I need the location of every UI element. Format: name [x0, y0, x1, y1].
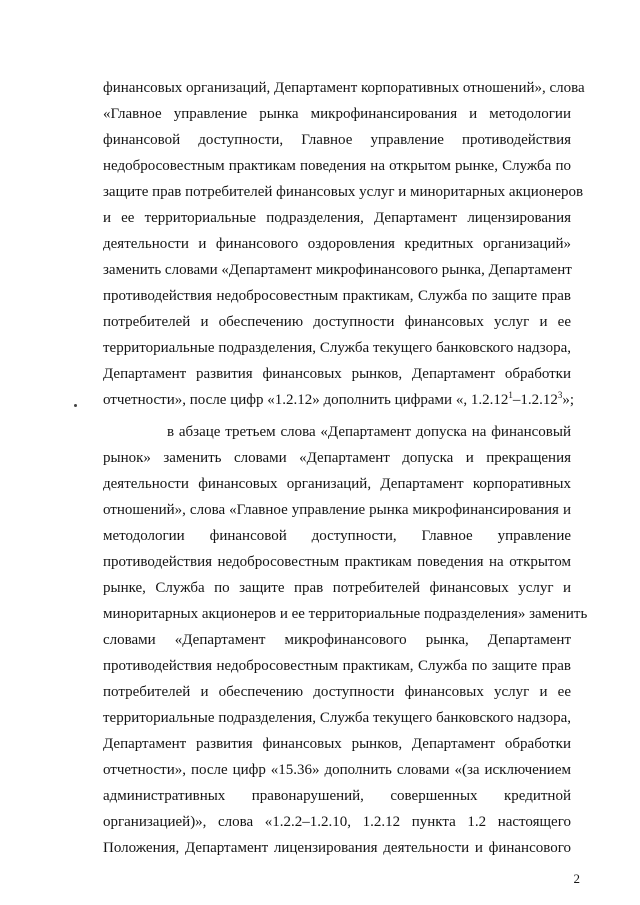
- paragraph-2-line-15: административных правонарушений, совершенных кредитной: [103, 788, 571, 804]
- paragraph-1-line-1: финансовых организаций, Департамент корпоративных отношений», слова: [103, 80, 585, 96]
- paragraph-1-line-7: деятельности и финансового оздоровления кредитных организаций»: [103, 236, 571, 252]
- paragraph-2-line-8: миноритарных акционеров и ее территориальные подразделения» заменить: [103, 606, 588, 622]
- paragraph-1-last-line: [103, 387, 575, 413]
- paragraph-2-line-7: рынке, Служба по защите прав потребителей финансовых услуг и: [103, 580, 571, 596]
- paragraph-1-line-11: территориальные подразделения, Служба текущего банковского надзора,: [103, 340, 571, 356]
- paragraph-2-line-4: отношений», слова «Главное управление рынка микрофинансирования и: [103, 502, 571, 518]
- paragraph-2-line-3: деятельности финансовых организаций, Департамент корпоративных: [103, 476, 571, 492]
- paragraph-2-line-5: методологии финансовой доступности, Главное управление: [103, 528, 571, 544]
- paragraph-2-line-16: организацией)», слова «1.2.2–1.2.10, 1.2.12 пункта 1.2 настоящего: [103, 814, 571, 830]
- margin-dot: [74, 404, 77, 407]
- paragraph-2-line-13: Департамент развития финансовых рынков, Департамент обработки: [103, 736, 571, 752]
- paragraph-2-line-10: противодействия недобросовестным практикам, Служба по защите прав: [103, 658, 571, 674]
- paragraph-2-line-1: в абзаце третьем слова «Департамент допуска на финансовый: [167, 424, 571, 440]
- paragraph-2-line-2: рынок» заменить словами «Департамент допуска и прекращения: [103, 450, 571, 466]
- paragraph-1-line-2: «Главное управление рынка микрофинансирования и методологии: [103, 106, 571, 122]
- last-line-text-a: отчетности», после цифр «1.2.12» дополнить цифрами «, 1.2.12: [103, 392, 509, 408]
- superscript-a: 1: [508, 390, 513, 400]
- paragraph-1-line-10: потребителей и обеспечению доступности финансовых услуг и ее: [103, 314, 571, 330]
- paragraph-1-line-4: недобросовестным практикам поведения на открытом рынке, Служба по: [103, 158, 571, 174]
- paragraph-2-line-9: словами «Департамент микрофинансового рынка, Департамент: [103, 632, 571, 648]
- paragraph-1-line-6: и ее территориальные подразделения, Департамент лицензирования: [103, 210, 571, 226]
- paragraph-1-line-3: финансовой доступности, Главное управление противодействия: [103, 132, 571, 148]
- superscript-b: 3: [557, 390, 563, 400]
- paragraph-1-line-8: заменить словами «Департамент микрофинансового рынка, Департамент: [103, 262, 572, 278]
- last-line-text-c: »;: [562, 392, 575, 408]
- paragraph-2-line-6: противодействия недобросовестным практикам поведения на открытом: [103, 554, 571, 570]
- paragraph-1-line-12: Департамент развития финансовых рынков, Департамент обработки: [103, 366, 571, 382]
- paragraph-1-line-9: противодействия недобросовестным практикам, Служба по защите прав: [103, 288, 571, 304]
- last-line-text-b: –1.2.12: [512, 392, 558, 408]
- paragraph-2-line-17: Положения, Департамент лицензирования деятельности и финансового: [103, 840, 571, 856]
- paragraph-2-line-14: отчетности», после цифр «15.36» дополнить словами «(за исключением: [103, 762, 571, 778]
- paragraph-1-line-5: защите прав потребителей финансовых услуг и миноритарных акционеров: [103, 184, 584, 200]
- page-number: 2: [573, 871, 580, 886]
- paragraph-2-line-11: потребителей и обеспечению доступности финансовых услуг и ее: [103, 684, 571, 700]
- paragraph-2-line-12: территориальные подразделения, Служба текущего банковского надзора,: [103, 710, 571, 726]
